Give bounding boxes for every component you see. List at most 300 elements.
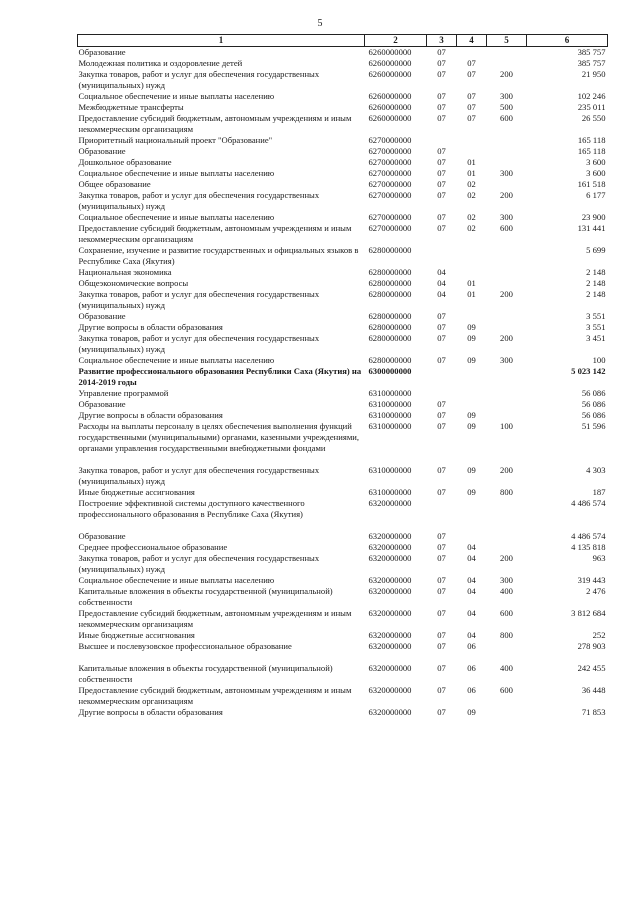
- row-name: Иные бюджетные ассигнования: [78, 487, 195, 497]
- row-name: Образование: [78, 531, 126, 541]
- row-subsection: 06: [467, 663, 476, 673]
- row-code: 6280000000: [368, 278, 412, 288]
- row-expense-type: [487, 245, 527, 267]
- row-subsection: [457, 531, 487, 542]
- row-name: Другие вопросы в области образования: [78, 322, 223, 332]
- row-expense-type: 600: [500, 685, 513, 695]
- row-expense-type: 300: [500, 91, 513, 101]
- row-subsection: 04: [467, 575, 476, 585]
- row-amount: 187: [592, 487, 606, 497]
- row-subsection: 07: [467, 102, 476, 112]
- row-code: 6310000000: [368, 410, 412, 420]
- row-expense-type: 200: [500, 333, 513, 343]
- row-code: 6270000000: [368, 223, 412, 233]
- row-code: 6310000000: [368, 388, 412, 398]
- table-row: [78, 322, 608, 333]
- row-amount: 161 518: [577, 179, 606, 189]
- table-row: [78, 355, 608, 366]
- row-code: 6320000000: [368, 685, 412, 695]
- row-section: 07: [437, 190, 446, 200]
- row-code: 6260000000: [368, 58, 412, 68]
- row-name: Закупка товаров, работ и услуг для обеспечения государственных (муниципальных) нужд: [78, 190, 320, 211]
- row-section: 07: [437, 168, 446, 178]
- table-row: [78, 685, 608, 707]
- row-amount: 102 246: [577, 91, 606, 101]
- header-cell-amount: 6: [527, 35, 608, 47]
- row-section: [427, 245, 457, 267]
- row-subsection: 09: [467, 421, 476, 431]
- row-subsection: [457, 388, 487, 399]
- table-row: [78, 157, 608, 168]
- row-expense-type: 400: [500, 663, 513, 673]
- row-amount: 3 451: [586, 333, 606, 343]
- row-expense-type: [487, 58, 527, 69]
- row-name: Другие вопросы в области образования: [78, 410, 223, 420]
- row-name: Закупка товаров, работ и услуг для обеспечения государственных (муниципальных) нужд: [78, 289, 320, 310]
- table-row: [78, 388, 608, 399]
- row-amount: 56 086: [581, 410, 606, 420]
- row-name: Предоставление субсидий бюджетным, автономным учреждениям и иным некоммерческим организациям: [78, 113, 352, 134]
- row-code: 6320000000: [368, 707, 412, 717]
- table-row: [78, 245, 608, 267]
- row-amount: 51 596: [581, 421, 606, 431]
- row-amount: 3 551: [586, 311, 606, 321]
- row-name: Дошкольное образование: [78, 157, 172, 167]
- row-subsection: 09: [467, 707, 476, 717]
- row-expense-type: [487, 707, 527, 718]
- table-row: [78, 267, 608, 278]
- row-subsection: [457, 47, 487, 59]
- row-name: Предоставление субсидий бюджетным, автономным учреждениям и иным некоммерческим организациям: [78, 685, 352, 706]
- row-code: 6280000000: [368, 289, 412, 299]
- header-cell-code: 2: [365, 35, 427, 47]
- row-expense-type: 200: [500, 190, 513, 200]
- row-amount: 278 903: [577, 641, 606, 651]
- spacer-cell: [78, 520, 608, 531]
- row-expense-type: 200: [500, 289, 513, 299]
- table-row: [78, 608, 608, 630]
- row-section: 04: [437, 267, 446, 277]
- table-row: [78, 630, 608, 641]
- row-section: 07: [437, 355, 446, 365]
- row-name: Социальное обеспечение и иные выплаты населению: [78, 168, 275, 178]
- spacer-row: [78, 454, 608, 465]
- table-row: [78, 91, 608, 102]
- row-name: Общеэкономические вопросы: [78, 278, 189, 288]
- row-section: 07: [437, 542, 446, 552]
- row-section: 07: [437, 113, 446, 123]
- row-amount: 2 476: [586, 586, 606, 596]
- row-subsection: 07: [467, 58, 476, 68]
- header-cell-name: 1: [78, 35, 365, 47]
- row-section: 07: [437, 58, 446, 68]
- table-row: [78, 542, 608, 553]
- row-amount: 235 011: [577, 102, 606, 112]
- table-row: [78, 531, 608, 542]
- row-amount: 165 118: [577, 135, 606, 145]
- row-amount: 165 118: [577, 146, 606, 156]
- row-section: 07: [437, 531, 446, 541]
- row-amount: 36 448: [581, 685, 606, 695]
- row-section: [427, 135, 457, 146]
- row-expense-type: [487, 399, 527, 410]
- row-section: 07: [437, 311, 446, 321]
- row-code: 6270000000: [368, 212, 412, 222]
- row-subsection: 09: [467, 465, 476, 475]
- row-expense-type: 300: [500, 212, 513, 222]
- row-subsection: 07: [467, 91, 476, 101]
- table-row: [78, 641, 608, 652]
- row-expense-type: 600: [500, 608, 513, 618]
- row-expense-type: [487, 47, 527, 59]
- row-subsection: 01: [467, 157, 476, 167]
- row-name: Иные бюджетные ассигнования: [78, 630, 195, 640]
- row-expense-type: 300: [500, 575, 513, 585]
- row-amount: 23 900: [581, 212, 606, 222]
- row-subsection: 09: [467, 333, 476, 343]
- row-name: Межбюджетные трансферты: [78, 102, 184, 112]
- table-row: [78, 278, 608, 289]
- row-expense-type: 200: [500, 69, 513, 79]
- row-subsection: [457, 267, 487, 278]
- row-expense-type: 600: [500, 113, 513, 123]
- row-expense-type: [487, 179, 527, 190]
- row-expense-type: [487, 542, 527, 553]
- row-code: 6320000000: [368, 630, 412, 640]
- row-code: 6310000000: [368, 487, 412, 497]
- row-name: Образование: [78, 311, 126, 321]
- row-expense-type: [487, 157, 527, 168]
- row-section: 07: [437, 465, 446, 475]
- row-subsection: 01: [467, 289, 476, 299]
- row-name: Капитальные вложения в объекты государственной (муниципальной) собственности: [78, 663, 333, 684]
- table-row: [78, 487, 608, 498]
- row-amount: 2 148: [586, 267, 606, 277]
- row-section: 04: [437, 278, 446, 288]
- row-code: 6260000000: [368, 69, 412, 79]
- row-code: 6320000000: [368, 663, 412, 673]
- row-expense-type: [487, 498, 527, 520]
- row-subsection: [457, 135, 487, 146]
- row-section: 07: [437, 102, 446, 112]
- table-row: [78, 553, 608, 575]
- row-expense-type: 600: [500, 223, 513, 233]
- row-subsection: 02: [467, 223, 476, 233]
- row-subsection: 09: [467, 355, 476, 365]
- row-expense-type: 500: [500, 102, 513, 112]
- row-name: Высшее и послевузовское профессиональное образование: [78, 641, 292, 651]
- row-subsection: 01: [467, 278, 476, 288]
- row-code: 6320000000: [368, 641, 412, 651]
- row-code: 6280000000: [368, 322, 412, 332]
- row-amount: 56 086: [581, 388, 606, 398]
- row-section: 07: [437, 322, 446, 332]
- table-row: [78, 399, 608, 410]
- row-expense-type: 300: [500, 355, 513, 365]
- row-expense-type: [487, 146, 527, 157]
- row-expense-type: [487, 322, 527, 333]
- row-code: 6310000000: [368, 399, 412, 409]
- row-amount: 4 486 574: [571, 531, 606, 541]
- row-subsection: 02: [467, 179, 476, 189]
- row-name: Расходы на выплаты персоналу в целях обеспечения выполнения функций государственными (муниципальными) органами, казенными учреждениями, органами управления государственными внебюджетными фондами: [78, 421, 360, 453]
- spacer-row: [78, 520, 608, 531]
- row-section: 07: [437, 608, 446, 618]
- row-subsection: 04: [467, 586, 476, 596]
- row-section: 07: [437, 641, 446, 651]
- budget-table: [77, 34, 608, 718]
- row-amount: 131 441: [577, 223, 606, 233]
- row-code: 6270000000: [368, 179, 412, 189]
- table-row: [78, 102, 608, 113]
- row-expense-type: [487, 135, 527, 146]
- row-expense-type: 200: [500, 465, 513, 475]
- row-code: 6320000000: [368, 542, 412, 552]
- row-name: Образование: [78, 399, 126, 409]
- row-expense-type: [487, 410, 527, 421]
- row-amount: 71 853: [581, 707, 606, 717]
- row-expense-type: 200: [500, 553, 513, 563]
- row-subsection: 07: [467, 69, 476, 79]
- table-row: [78, 575, 608, 586]
- row-code: 6260000000: [368, 113, 412, 123]
- row-subsection: 04: [467, 542, 476, 552]
- row-name: Капитальные вложения в объекты государственной (муниципальной) собственности: [78, 586, 333, 607]
- table-row: [78, 663, 608, 685]
- row-code: 6270000000: [368, 146, 412, 156]
- row-code: 6310000000: [368, 465, 412, 475]
- row-code: 6270000000: [368, 168, 412, 178]
- row-subsection: 04: [467, 553, 476, 563]
- table-row: [78, 223, 608, 245]
- row-subsection: [457, 366, 487, 388]
- table-row: [78, 421, 608, 454]
- row-section: 07: [437, 410, 446, 420]
- row-code: 6260000000: [368, 47, 412, 57]
- header-cell-subsection: 4: [457, 35, 487, 47]
- row-name: Развитие профессионального образования Республики Саха (Якутия) на 2014-2019 годы: [78, 366, 362, 387]
- table-row: [78, 135, 608, 146]
- row-name: Национальная экономика: [78, 267, 172, 277]
- row-section: 07: [437, 69, 446, 79]
- table-row: [78, 69, 608, 91]
- row-subsection: 09: [467, 410, 476, 420]
- row-section: 07: [437, 553, 446, 563]
- row-subsection: 04: [467, 630, 476, 640]
- row-code: 6260000000: [368, 91, 412, 101]
- row-code: 6320000000: [368, 608, 412, 618]
- row-section: 07: [437, 421, 446, 431]
- row-name: Среднее профессиональное образование: [78, 542, 228, 552]
- table-row: [78, 58, 608, 69]
- row-code: 6270000000: [368, 190, 412, 200]
- header-row: [78, 35, 608, 47]
- row-code: 6280000000: [368, 245, 412, 255]
- row-name: Социальное обеспечение и иные выплаты населению: [78, 355, 275, 365]
- table-row: [78, 289, 608, 311]
- row-name: Управление программой: [78, 388, 169, 398]
- row-name: Социальное обеспечение и иные выплаты населению: [78, 91, 275, 101]
- row-amount: 963: [592, 553, 606, 563]
- row-code: 6300000000: [368, 366, 412, 376]
- row-code: 6320000000: [368, 575, 412, 585]
- row-section: 04: [437, 289, 446, 299]
- row-amount: 6 177: [586, 190, 606, 200]
- row-amount: 385 757: [577, 58, 606, 68]
- row-amount: 3 812 684: [571, 608, 606, 618]
- row-amount: 4 303: [586, 465, 606, 475]
- row-name: Молодежная политика и оздоровление детей: [78, 58, 243, 68]
- row-subsection: 04: [467, 608, 476, 618]
- row-expense-type: [487, 278, 527, 289]
- table-row: [78, 179, 608, 190]
- row-code: 6270000000: [368, 135, 412, 145]
- row-name: Приоритетный национальный проект "Образование": [78, 135, 273, 145]
- row-subsection: [457, 146, 487, 157]
- row-amount: 319 443: [577, 575, 606, 585]
- row-code: 6320000000: [368, 553, 412, 563]
- row-amount: 2 148: [586, 278, 606, 288]
- row-amount: 56 086: [581, 399, 606, 409]
- row-subsection: [457, 311, 487, 322]
- row-name: Предоставление субсидий бюджетным, автономным учреждениям и иным некоммерческим организациям: [78, 608, 352, 629]
- row-expense-type: 800: [500, 630, 513, 640]
- table-row: [78, 465, 608, 487]
- row-code: 6320000000: [368, 531, 412, 541]
- row-name: Образование: [78, 47, 126, 57]
- row-section: 07: [437, 223, 446, 233]
- row-name: Образование: [78, 146, 126, 156]
- row-subsection: [457, 245, 487, 267]
- row-subsection: 02: [467, 190, 476, 200]
- row-name: Закупка товаров, работ и услуг для обеспечения государственных (муниципальных) нужд: [78, 69, 320, 90]
- row-code: 6260000000: [368, 102, 412, 112]
- row-subsection: 06: [467, 685, 476, 695]
- row-code: 6310000000: [368, 421, 412, 431]
- row-amount: 100: [592, 355, 606, 365]
- table-row: [78, 212, 608, 223]
- row-code: 6280000000: [368, 311, 412, 321]
- row-section: 07: [437, 707, 446, 717]
- row-name: Социальное обеспечение и иные выплаты населению: [78, 575, 275, 585]
- row-expense-type: [487, 311, 527, 322]
- header-cell-section: 3: [427, 35, 457, 47]
- row-name: Сохранение, изучение и развитие государственных и официальных языков в Республике Саха (Якутия): [78, 245, 359, 266]
- row-amount: 2 148: [586, 289, 606, 299]
- row-amount: 4 486 574: [571, 498, 606, 508]
- row-subsection: 09: [467, 487, 476, 497]
- row-amount: 4 135 818: [571, 542, 606, 552]
- table-row: [78, 333, 608, 355]
- row-section: 07: [437, 146, 446, 156]
- spacer-cell: [78, 454, 608, 465]
- row-subsection: 07: [467, 113, 476, 123]
- row-section: [427, 366, 457, 388]
- row-amount: 3 600: [586, 168, 606, 178]
- row-section: 07: [437, 487, 446, 497]
- row-name: Предоставление субсидий бюджетным, автономным учреждениям и иным некоммерческим организациям: [78, 223, 352, 244]
- row-code: 6280000000: [368, 333, 412, 343]
- table-row: [78, 586, 608, 608]
- table-row: [78, 146, 608, 157]
- row-section: 07: [437, 157, 446, 167]
- row-section: 07: [437, 399, 446, 409]
- row-section: 07: [437, 47, 446, 57]
- row-amount: 5 023 142: [571, 366, 606, 376]
- row-subsection: 01: [467, 168, 476, 178]
- table-row: [78, 168, 608, 179]
- row-amount: 3 600: [586, 157, 606, 167]
- row-amount: 3 551: [586, 322, 606, 332]
- row-code: 6280000000: [368, 267, 412, 277]
- row-amount: 252: [592, 630, 606, 640]
- spacer-row: [78, 652, 608, 663]
- row-section: 07: [437, 586, 446, 596]
- spacer-cell: [78, 652, 608, 663]
- row-name: Закупка товаров, работ и услуг для обеспечения государственных (муниципальных) нужд: [78, 465, 320, 486]
- row-section: 07: [437, 91, 446, 101]
- row-section: [427, 498, 457, 520]
- page-number: 5: [317, 18, 323, 29]
- row-section: 07: [437, 179, 446, 189]
- row-expense-type: 800: [500, 487, 513, 497]
- table-row: [78, 190, 608, 212]
- table-row: [78, 311, 608, 322]
- table-body: [78, 47, 608, 719]
- row-subsection: 09: [467, 322, 476, 332]
- row-name: Построение эффективной системы доступного качественного профессионального образования в Республике Саха (Якутия): [78, 498, 305, 519]
- row-expense-type: [487, 388, 527, 399]
- row-expense-type: [487, 641, 527, 652]
- row-expense-type: 300: [500, 168, 513, 178]
- row-name: Общее образование: [78, 179, 151, 189]
- row-code: 6320000000: [368, 586, 412, 596]
- row-name: Социальное обеспечение и иные выплаты населению: [78, 212, 275, 222]
- row-section: [427, 388, 457, 399]
- row-expense-type: [487, 366, 527, 388]
- table-row: [78, 366, 608, 388]
- row-amount: 242 455: [577, 663, 606, 673]
- row-amount: 385 757: [577, 47, 606, 57]
- row-section: 07: [437, 663, 446, 673]
- row-section: 07: [437, 212, 446, 222]
- row-code: 6320000000: [368, 498, 412, 508]
- row-expense-type: 400: [500, 586, 513, 596]
- row-subsection: [457, 498, 487, 520]
- row-code: 6280000000: [368, 355, 412, 365]
- row-section: 07: [437, 333, 446, 343]
- row-section: 07: [437, 630, 446, 640]
- row-amount: 21 950: [581, 69, 606, 79]
- row-code: 6270000000: [368, 157, 412, 167]
- row-amount: 26 550: [581, 113, 606, 123]
- table-row: [78, 410, 608, 421]
- row-amount: 5 699: [586, 245, 606, 255]
- row-name: Закупка товаров, работ и услуг для обеспечения государственных (муниципальных) нужд: [78, 553, 320, 574]
- header-cell-expense-type: 5: [487, 35, 527, 47]
- table-row: [78, 113, 608, 135]
- row-section: 07: [437, 685, 446, 695]
- row-subsection: 02: [467, 212, 476, 222]
- table-row: [78, 47, 608, 59]
- table-row: [78, 498, 608, 520]
- row-expense-type: [487, 267, 527, 278]
- row-subsection: [457, 399, 487, 410]
- table-row: [78, 707, 608, 718]
- row-expense-type: 100: [500, 421, 513, 431]
- row-expense-type: [487, 531, 527, 542]
- row-name: Закупка товаров, работ и услуг для обеспечения государственных (муниципальных) нужд: [78, 333, 320, 354]
